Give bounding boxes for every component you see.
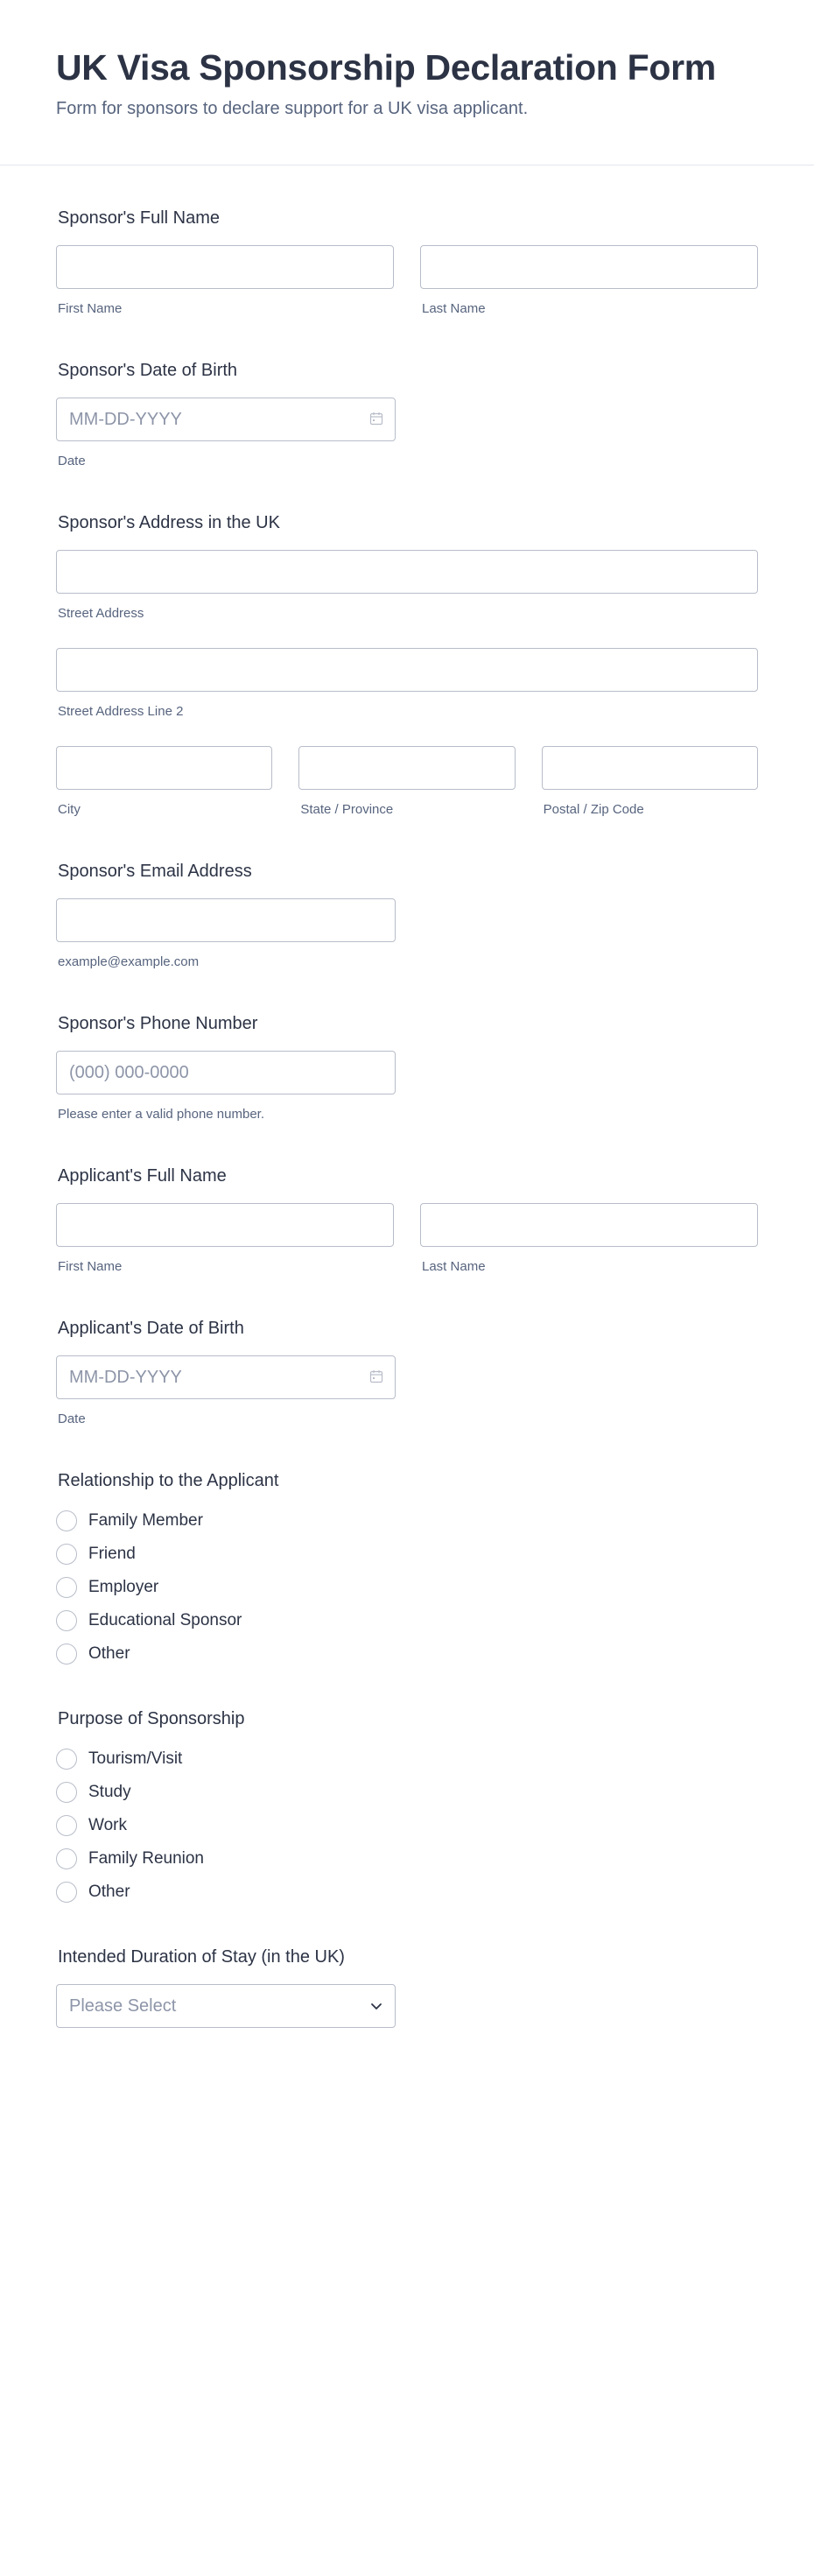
field-label: Applicant's Full Name <box>58 1166 227 1186</box>
radio-button[interactable] <box>56 1643 77 1665</box>
radio-button[interactable] <box>56 1882 77 1903</box>
relationship-options <box>56 1504 758 1671</box>
field-label: Sponsor's Address in the UK <box>58 513 280 532</box>
sponsor-last-name-input[interactable] <box>420 245 758 289</box>
select-value: Please Select <box>69 1995 177 2016</box>
sub-label: Street Address Line 2 <box>58 704 184 719</box>
sponsor-address-field <box>56 512 758 818</box>
chevron-down-icon <box>370 2000 382 2012</box>
radio-option-other[interactable] <box>56 1637 758 1671</box>
form-subtitle: Form for sponsors to declare support for a UK visa applicant. <box>56 99 529 118</box>
applicant-dob-input[interactable] <box>56 1355 396 1399</box>
sub-label: Please enter a valid phone number. <box>58 1107 264 1122</box>
street-address-input[interactable] <box>56 550 758 594</box>
sponsor-dob-input[interactable] <box>56 398 396 441</box>
applicant-last-name-input[interactable] <box>420 1203 758 1247</box>
radio-button[interactable] <box>56 1815 77 1836</box>
purpose-field <box>56 1708 758 1909</box>
radio-option-family-member[interactable] <box>56 1504 758 1538</box>
state-province-input[interactable] <box>298 746 515 790</box>
radio-label: Educational Sponsor <box>88 1611 242 1629</box>
radio-label: Other <box>88 1883 130 1901</box>
applicant-first-name-input[interactable] <box>56 1203 394 1247</box>
applicant-dob-field <box>56 1318 758 1427</box>
sponsor-email-input[interactable] <box>56 898 396 942</box>
radio-option-tourism-visit[interactable] <box>56 1742 758 1776</box>
sub-label: example@example.com <box>58 954 200 969</box>
radio-button[interactable] <box>56 1749 77 1770</box>
field-label: Sponsor's Date of Birth <box>58 361 238 380</box>
sub-label: Postal / Zip Code <box>543 802 644 817</box>
sub-label: Last Name <box>422 301 486 316</box>
radio-label: Tourism/Visit <box>88 1749 183 1768</box>
field-label: Sponsor's Email Address <box>58 862 252 881</box>
postal-code-input[interactable] <box>542 746 758 790</box>
radio-label: Family Reunion <box>88 1849 204 1868</box>
sub-label: City <box>58 802 81 817</box>
radio-option-employer[interactable] <box>56 1571 758 1604</box>
sub-label: Street Address <box>58 606 144 621</box>
radio-button[interactable] <box>56 1610 77 1631</box>
radio-label: Employer <box>88 1578 159 1596</box>
calendar-icon[interactable] <box>369 1369 383 1383</box>
sponsor-phone-input[interactable] <box>56 1051 396 1094</box>
radio-button[interactable] <box>56 1848 77 1869</box>
duration-field <box>56 1946 758 2028</box>
calendar-icon[interactable] <box>369 412 383 426</box>
sponsor-dob-field <box>56 360 758 469</box>
radio-label: Friend <box>88 1545 136 1563</box>
field-label: Purpose of Sponsorship <box>58 1709 245 1728</box>
radio-button[interactable] <box>56 1510 77 1531</box>
radio-option-family-reunion[interactable] <box>56 1842 758 1876</box>
form-body <box>0 208 814 2028</box>
street-address-line2-input[interactable] <box>56 648 758 692</box>
field-label: Relationship to the Applicant <box>58 1471 279 1490</box>
radio-label: Family Member <box>88 1511 203 1530</box>
sponsor-email-field <box>56 861 758 970</box>
radio-label: Other <box>88 1644 130 1663</box>
radio-label: Work <box>88 1816 127 1834</box>
sub-label: First Name <box>58 1259 123 1274</box>
radio-option-educational-sponsor[interactable] <box>56 1604 758 1637</box>
radio-label: Study <box>88 1783 131 1801</box>
relationship-field <box>56 1470 758 1671</box>
sub-label: Last Name <box>422 1259 486 1274</box>
duration-select[interactable] <box>56 1984 396 2028</box>
form-header <box>0 0 814 165</box>
sub-label: Date <box>58 454 86 468</box>
sponsor-full-name-field <box>56 208 758 317</box>
radio-option-work[interactable] <box>56 1809 758 1842</box>
sub-label: First Name <box>58 301 123 316</box>
radio-button[interactable] <box>56 1544 77 1565</box>
field-label: Applicant's Date of Birth <box>58 1319 244 1338</box>
sub-label: State / Province <box>300 802 394 817</box>
sponsor-phone-field <box>56 1013 758 1123</box>
field-label: Sponsor's Full Name <box>58 208 220 228</box>
radio-option-friend[interactable] <box>56 1538 758 1571</box>
sub-label: Date <box>58 1411 86 1426</box>
city-input[interactable] <box>56 746 272 790</box>
radio-button[interactable] <box>56 1782 77 1803</box>
applicant-full-name-field <box>56 1165 758 1275</box>
sponsor-first-name-input[interactable] <box>56 245 394 289</box>
radio-option-other[interactable] <box>56 1876 758 1909</box>
purpose-options <box>56 1742 758 1909</box>
field-label: Sponsor's Phone Number <box>58 1014 258 1033</box>
radio-button[interactable] <box>56 1577 77 1598</box>
radio-option-study[interactable] <box>56 1776 758 1809</box>
field-label: Intended Duration of Stay (in the UK) <box>58 1947 345 1967</box>
form-title: UK Visa Sponsorship Declaration Form <box>56 47 716 88</box>
